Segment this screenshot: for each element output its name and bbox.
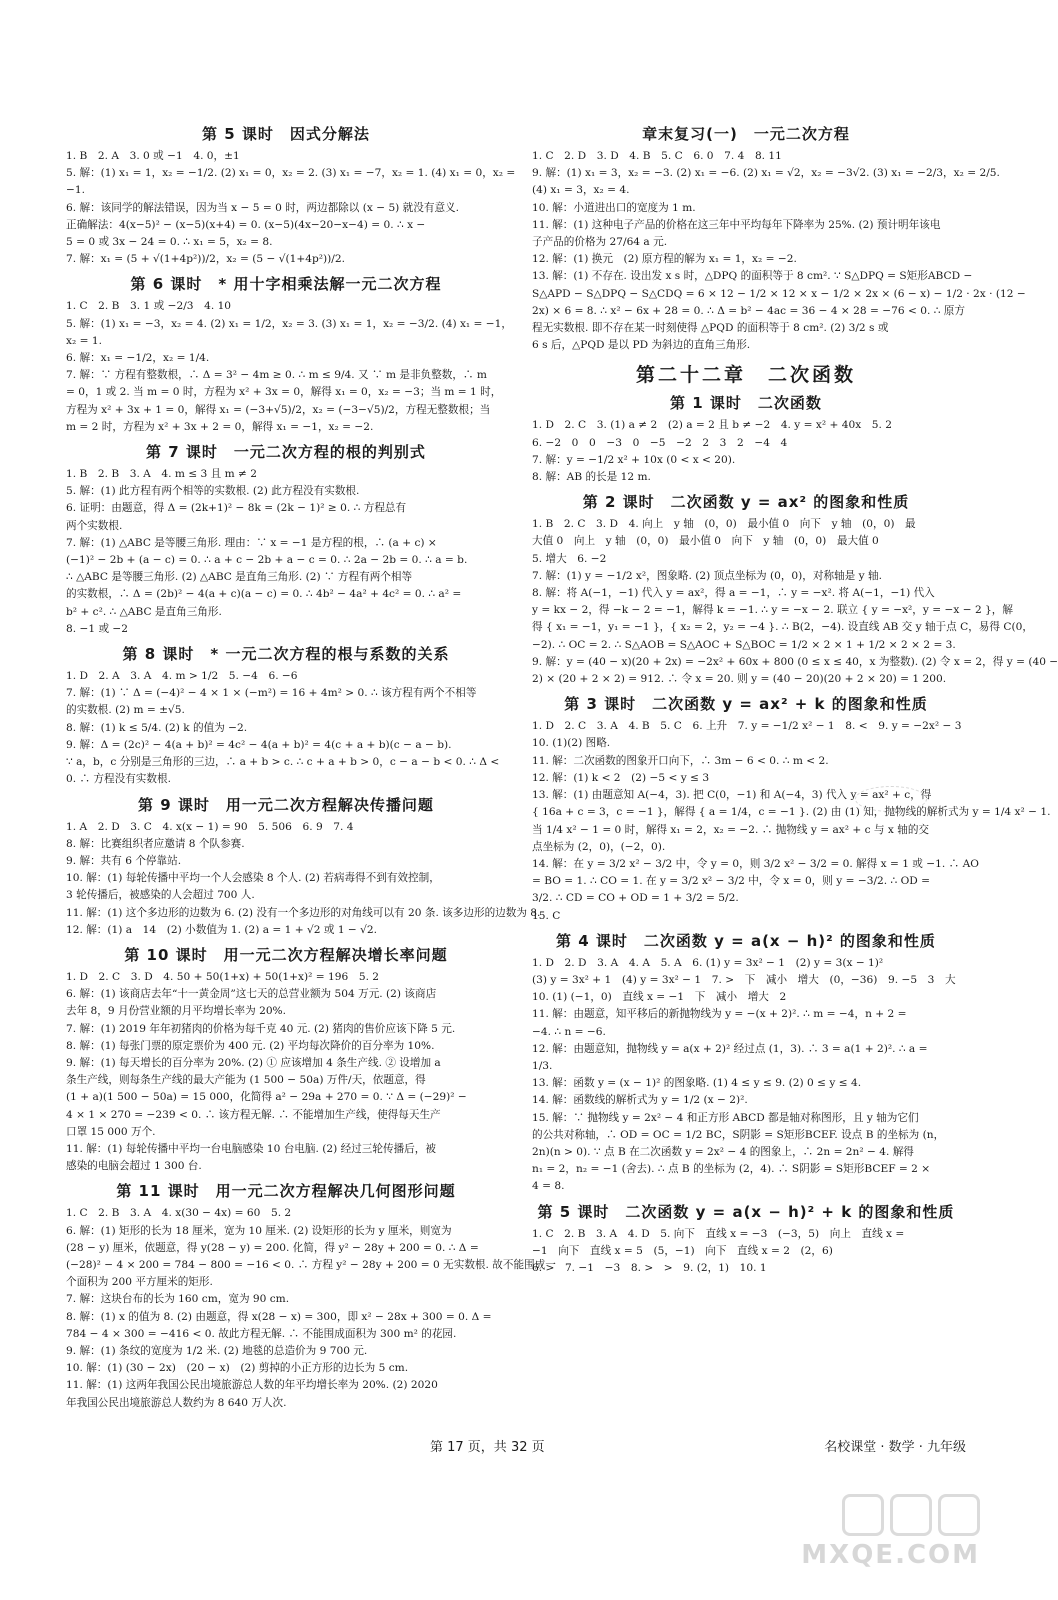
answer-line: 4 × 1 × 270 = −239 < 0. ∴ 该方程无解. ∴ 不能增加生产线，使得每天生产 bbox=[66, 1108, 441, 1121]
answer-line: = BO = 1. ∴ CO = 1. 在 y = 3/2 x² − 3/2 中，令 x = 0，则 y = −3/2. ∴ OD = bbox=[532, 875, 931, 888]
answer-line: 感染的电脑会超过 1 300 台. bbox=[66, 1160, 202, 1173]
answer-line: 6. 解：该同学的解法错误，因为当 x − 5 = 0 时，两边都除以 (x − 5) 就没有意义. bbox=[66, 201, 460, 214]
answer-line: 8. 解：(1) 每张门票的原定票价为 400 元. (2) 平均每次降价的百分率为 10%. bbox=[66, 1039, 435, 1052]
answer-line: y = kx − 2，得 −k − 2 = −1，解得 k = −1. ∴ y = −x − 2. 联立 { y = −x²，y = −x − 2 }，解 bbox=[532, 604, 1013, 617]
answer-line: 5 = 0 或 3x − 24 = 0. ∴ x₁ = 5，x₂ = 8. bbox=[66, 236, 273, 249]
answer-line: 9. 解：y = (40 − x)(20 + 2x) = −2x² + 60x + 800 (0 ≤ x ≤ 40，x 为整数). (2) 令 x = 2，得 y = (40 − bbox=[532, 655, 1058, 668]
section-title: 第 5 课时 因式分解法 bbox=[202, 125, 370, 143]
answer-line: 正确解法：4(x−5)² − (x−5)(x+4) = 0. (x−5)(4x−20−x−4) = 0. ∴ x − bbox=[66, 218, 426, 231]
answer-line: (4) x₁ = 3，x₂ = 4. bbox=[532, 184, 630, 197]
answer-line: 11. 解：由题意，知平移后的新抛物线为 y = −(x + 2)². ∴ m = −4，n + 2 = bbox=[532, 1008, 907, 1021]
section-title: 第 1 课时 二次函数 bbox=[670, 394, 822, 413]
answer-line: 6 s 后，△PQD 是以 PD 为斜边的直角三角形. bbox=[532, 339, 751, 352]
answer-line: 条生产线，则每条生产线的最大产能为 (1 500 − 50a) 万件/天，依题意，得 bbox=[66, 1074, 426, 1087]
answer-line: 1. D 2. C 3. (1) a ≠ 2 (2) a = 2 且 b ≠ −2 4. y = x² + 40x 5. 2 bbox=[532, 419, 892, 432]
answer-line: −2). ∴ OC = 2. ∴ S△AOB = S△AOC + S△BOC = 1/2 × 2 × 1 + 1/2 × 2 × 2 = 3. bbox=[532, 638, 956, 651]
answer-line: 8. −1 或 −2 bbox=[66, 622, 129, 635]
answer-line: 6. 证明：由题意，得 Δ = (2k+1)² − 8k = (2k − 1)² ≥ 0. ∴ 方程总有 bbox=[66, 502, 407, 515]
answer-line: 14. 解：函数线的解析式为 y = 1/2 (x − 2)². bbox=[532, 1094, 748, 1107]
answer-line: 6. 解：(1) 矩形的长为 18 厘米，宽为 10 厘米. (2) 设矩形的长为 y 厘米，则宽为 bbox=[66, 1224, 452, 1237]
answer-line: 5. 解：(1) x₁ = −3，x₂ = 4. (2) x₁ = 1/2，x₂ = 3. (3) x₁ = 1，x₂ = −3/2. (4) x₁ = −1， bbox=[66, 317, 512, 330]
answer-line: 9. 解：(1) 每天增长的百分率为 20%. (2) ① 应该增加 4 条生产线. ② 设增加 a bbox=[66, 1056, 441, 1069]
answer-line: 12. 解：(1) k < 2 (2) −5 < y ≤ 3 bbox=[532, 771, 710, 784]
answer-line: 1. A 2. D 3. C 4. x(x − 1) = 90 5. 506 6. 9 7. 4 bbox=[66, 820, 354, 833]
answer-line: 大值 0 向上 y 轴 (0，0) 最小值 0 向下 y 轴 (0，0) 最大值 0 bbox=[532, 535, 879, 548]
answer-line: ∴ △ABC 是等腰三角形. (2) △ABC 是直角三角形. (2) ∵ 方程有两个相等 bbox=[66, 571, 413, 584]
answer-line: 的实数根. (2) m = ±√5. bbox=[66, 704, 185, 717]
answer-line: 6. 解：x₁ = −1/2，x₂ = 1/4. bbox=[66, 352, 210, 365]
answer-line: 1. D 2. A 3. A 4. m > 1/2 5. −4 6. −6 bbox=[66, 670, 298, 683]
answer-line: 10. 解：(1) 每轮传播中平均一个人会感染 8 个人. (2) 若病毒得不到有效控制， bbox=[66, 872, 440, 885]
answer-line: 10. 解：小道进出口的宽度为 1 m. bbox=[532, 201, 696, 214]
answer-line: 12. 解：(1) 换元 (2) 原方程的解为 x₁ = 1，x₂ = −2. bbox=[532, 253, 797, 266]
answer-line: 13. 解：(1) 由题意知 A(−4，3). 把 C(0，−1) 和 A(−4，3) 代入 y = ax² + c，得 bbox=[532, 789, 932, 802]
answer-line: 1. D 2. C 3. A 4. B 5. C 6. 上升 7. y = −1/2 x² − 1 8. < 9. y = −2x² − 3 bbox=[532, 720, 962, 733]
answer-line: 1. B 2. C 3. D 4. 向上 y 轴 (0，0) 最小值 0 向下 y 轴 (0，0) 最 bbox=[532, 518, 916, 531]
answer-line: (1 + a)(1 500 − 50a) = 15 000，化简得 a² − 29a + 270 = 0. ∵ Δ = (−29)² − bbox=[66, 1091, 467, 1104]
answer-line: (−28)² − 4 × 200 = 784 − 800 = −16 < 0. ∴ 方程 y² − 28y + 200 = 0 无实数根. 故不能围成一 bbox=[66, 1258, 556, 1271]
answer-line: 0. ∴ 方程没有实数根. bbox=[66, 773, 171, 786]
section-title: 第 9 课时 用一元二次方程解决传播问题 bbox=[138, 795, 434, 814]
answer-line: 1. D 2. C 3. D 4. 50 + 50(1+x) + 50(1+x)² = 196 5. 2 bbox=[66, 970, 380, 983]
answer-line: 两个实数根. bbox=[66, 519, 123, 532]
answer-line: 1. B 2. A 3. 0 或 −1 4. 0，±1 bbox=[66, 150, 240, 162]
answer-line: 8. 解：(1) k ≤ 5/4. (2) k 的值为 −2. bbox=[66, 721, 248, 734]
answer-line: 去年 8，9 月份营业额的月平均增长率为 20%. bbox=[66, 1005, 286, 1018]
answer-line: 8. 解：(1) x 的值为 8. (2) 由题意，得 x(28 − x) = 300，即 x² − 28x + 300 = 0. Δ = bbox=[66, 1310, 492, 1323]
answer-line: 7. 解：这块台布的长为 160 cm，宽为 90 cm. bbox=[66, 1293, 290, 1306]
answer-line: 子产品的价格为 27/64 a 元. bbox=[532, 236, 668, 249]
stamp-mark bbox=[855, 786, 927, 812]
answer-line: 13. 解：函数 y = (x − 1)² 的图象略. (1) 4 ≤ y ≤ 9. (2) 0 ≤ y ≤ 4. bbox=[532, 1077, 862, 1090]
answer-line: 1. C 2. B 3. 1 或 −2/3 4. 10 bbox=[66, 300, 232, 313]
answer-line: n₁ = 2，n₂ = −1 (舍去). ∴ 点 B 的坐标为 (2，4). ∴ S阴影 = S矩形BCEF = 2 × bbox=[532, 1163, 931, 1176]
answer-line: 3/2. ∴ CD = CO + OD = 1 + 3/2 = 5/2. bbox=[532, 892, 739, 905]
answer-line: 程无实数根. 即不存在某一时刻使得 △PQD 的面积等于 8 cm². (2) 3/2 s 或 bbox=[532, 322, 889, 335]
answer-line: 12. 解：由题意知，抛物线 y = a(x + 2)² 经过点 (1，3). ∴ 3 = a(1 + 2)². ∴ a = bbox=[532, 1042, 928, 1055]
answer-line: 15. C bbox=[532, 909, 561, 922]
answer-line: 2) × (20 + 2 × 2) = 912. ∴ 令 x = 20. 则 y = (40 − 20)(20 + 2 × 20) = 1 200. bbox=[532, 673, 947, 686]
section-title: 第 10 课时 用一元二次方程解决增长率问题 bbox=[124, 945, 448, 964]
answer-line: −1 向下 直线 x = 5 (5，−1) 向下 直线 x = 2 (2，6) bbox=[532, 1244, 833, 1257]
answer-line: m = 2 时，方程为 x² + 3x + 2 = 0，解得 x₁ = −1，x₂ = −2. bbox=[66, 420, 374, 433]
answer-line: 9. 解：共有 6 个停靠站. bbox=[66, 854, 182, 867]
answer-line: (3) y = 3x² + 1 (4) y = 3x² − 1 7. > 下 减小 增大 (0，−36) 9. −5 3 大 bbox=[532, 973, 956, 986]
right-column bbox=[532, 118, 1058, 1277]
answer-line: = 0，1 或 2. 当 m = 0 时，方程为 x² + 3x = 0，解得 x₁ = 0，x₂ = −3；当 m = 1 时， bbox=[66, 386, 502, 399]
section-title: 第 3 课时 二次函数 y = ax² + k 的图象和性质 bbox=[564, 695, 928, 714]
answer-line: 个面积为 200 平方厘米的矩形. bbox=[66, 1276, 213, 1289]
answer-line: { 16a + c = 3，c = −1 }，解得 { a = 1/4，c = −1 }. (2) 由 (1) 知，抛物线的解析式为 y = 1/4 x² − 1. bbox=[532, 806, 1051, 819]
answer-line: 8. 解：比赛组织者应邀请 8 个队参赛. bbox=[66, 837, 245, 850]
answer-line: 得 { x₁ = −1，y₁ = −1 }，{ x₂ = 2，y₂ = −4 }. ∴ B(2，−4). 设直线 AB 交 y 轴于点 C，易得 C(0， bbox=[532, 621, 1033, 634]
answer-line: 7. 解：(1) △ABC 是等腰三角形. 理由：∵ x = −1 是方程的根，∴ (a + c) × bbox=[66, 536, 437, 549]
answer-line: 9. 解：(1) x₁ = 3，x₂ = −3. (2) x₁ = −6. (2) x₁ = √2，x₂ = −3√2. (3) x₁ = −2/3，x₂ = 2/5. bbox=[532, 167, 1000, 180]
answer-line: 9. 解：(1) 条纹的宽度为 1/2 米. (2) 地毯的总造价为 9 700 元. bbox=[66, 1344, 368, 1357]
answer-line: 1. D 2. D 3. A 4. A 5. A 6. (1) y = 3x² − 1 (2) y = 3(x − 1)² bbox=[532, 956, 884, 969]
answer-line: 9. 解：Δ = (2c)² − 4(a + b)² = 4c² − 4(a + b)² = 4(c + a + b)(c − a − b). bbox=[66, 738, 452, 751]
answer-line: 13. 解：(1) 不存在. 设出发 x s 时，△DPQ 的面积等于 8 cm². ∵ S△DPQ = S矩形ABCD − bbox=[532, 270, 973, 283]
answer-line: 10. 解：(1) (30 − 2x) (20 − x) (2) 剪掉的小正方形的边长为 5 cm. bbox=[66, 1362, 409, 1375]
answer-line: 7. 解：∵ 方程有整数根，∴ Δ = 3² − 4m ≥ 0. ∴ m ≤ 9/4. 又 ∵ m 是非负整数，∴ m bbox=[66, 369, 487, 382]
answer-line: 8. 解：将 A(−1，−1) 代入 y = ax²，得 a = −1，∴ y = −x². 将 A(−1，−1) 代入 bbox=[532, 587, 935, 600]
answer-line: 7. 解：x₁ = (5 + √(1+4p²))/2，x₂ = (5 − √(1+4p²))/2. bbox=[66, 253, 345, 266]
answer-line: 当 1/4 x² − 1 = 0 时，解得 x₁ = 2，x₂ = −2. ∴ 抛物线 y = ax² + c 与 x 轴的交 bbox=[532, 823, 930, 836]
answer-line: 1. C 2. B 3. A 4. D 5. 向下 直线 x = −3 (−3，5) 向上 直线 x = bbox=[532, 1227, 905, 1240]
answer-line: 方程为 x² + 3x + 1 = 0，解得 x₁ = (−3+√5)/2，x₂ = (−3−√5)/2，方程无整数根；当 bbox=[66, 403, 491, 416]
answer-line: 11. 解：二次函数的图象开口向下，∴ 3m − 6 < 0. ∴ m < 2. bbox=[532, 754, 829, 767]
section-title: 第 2 课时 二次函数 y = ax² 的图象和性质 bbox=[582, 493, 910, 512]
answer-line: 口罩 15 000 万个. bbox=[66, 1125, 156, 1138]
answer-line: 点坐标为 (2，0)，(−2，0). bbox=[532, 840, 666, 853]
watermark-text: MXQE.COM bbox=[801, 1540, 980, 1570]
section-title: 第 6 课时 * 用十字相乘法解一元二次方程 bbox=[130, 275, 442, 294]
answer-line: 4 = 8. bbox=[532, 1180, 565, 1193]
section-title: 第 11 课时 用一元二次方程解决几何图形问题 bbox=[116, 1182, 456, 1201]
book-info: 名校课堂 · 数学 · 九年级 bbox=[824, 1440, 966, 1455]
answer-line: (−1)² − 2b + (a − c) = 0. ∴ a + c − 2b + a − c = 0. ∴ 2a − 2b = 0. ∴ a = b. bbox=[66, 554, 468, 567]
answer-line: 2n)(n > 0). ∵ 点 B 在二次函数 y = 2x² − 4 的图象上，∴ 2n = 2n² − 4. 解得 bbox=[532, 1145, 914, 1158]
section-title: 第 5 课时 二次函数 y = a(x − h)² + k 的图象和性质 bbox=[537, 1202, 955, 1221]
watermark-logo bbox=[800, 1494, 980, 1594]
answer-line: 5. 增大 6. −2 bbox=[532, 552, 607, 565]
answer-line: 11. 解：(1) 这个多边形的边数为 6. (2) 没有一个多边形的对角线可以有 20 条. 该多边形的边数为 8. bbox=[66, 906, 541, 919]
answer-line: 12. 解：(1) a 14 (2) 小数值为 1. (2) a = 1 + √2 或 1 − √2. bbox=[66, 923, 378, 936]
answer-line: x₂ = 1. bbox=[66, 334, 102, 347]
answer-line: 11. 解：(1) 这种电子产品的价格在这三年中平均每年下降率为 25%. (2) 预计明年该电 bbox=[532, 218, 941, 231]
answer-line: 11. 解：(1) 每轮传播中平均一台电脑感染 10 台电脑. (2) 经过三轮传播后，被 bbox=[66, 1142, 436, 1155]
answer-line: 5. 解：(1) 此方程有两个相等的实数根. (2) 此方程没有实数根. bbox=[66, 485, 360, 498]
section-title: 第二十二章 二次函数 bbox=[635, 364, 856, 387]
section-title: 第 8 课时 * 一元二次方程的根与系数的关系 bbox=[122, 645, 450, 664]
answer-line: S△APD − S△DPQ − S△CDQ = 6 × 12 − 1/2 × 12 × x − 1/2 × 2x × (6 − x) − 1/2 · 2x · (12 − bbox=[532, 287, 1026, 300]
section-title: 第 7 课时 一元二次方程的根的判别式 bbox=[146, 443, 426, 462]
answer-line: 8. 解：AB 的长是 12 m. bbox=[532, 471, 651, 484]
answer-line: 的实数根，∴ Δ = (2b)² − 4(a + c)(a − c) = 0. ∴ 4b² − 4a² + 4c² = 0. ∴ a² = bbox=[66, 588, 462, 601]
answer-line: 年我国公民出境旅游总人数约为 8 640 万人次. bbox=[66, 1396, 287, 1409]
answer-line: 3 轮传播后，被感染的人会超过 700 人. bbox=[66, 889, 255, 902]
answer-line: 10. (1) (−1，0) 直线 x = −1 下 减小 增大 2 bbox=[532, 991, 787, 1004]
answer-line: 1/3. bbox=[532, 1059, 553, 1072]
answer-line: b² + c². ∴ △ABC 是直角三角形. bbox=[66, 605, 222, 618]
answer-line: ∵ a，b，c 分别是三角形的三边，∴ a + b > c. ∴ c + a + b > 0，c − a − b < 0. ∴ Δ < bbox=[66, 756, 500, 769]
answer-line: 784 − 4 × 300 = −416 < 0. 故此方程无解. ∴ 不能围成面积为 300 m² 的花园. bbox=[66, 1327, 457, 1340]
answer-line: 7. 解：(1) y = −1/2 x²，图象略. (2) 顶点坐标为 (0，0)，对称轴是 y 轴. bbox=[532, 569, 882, 582]
answer-line: 6. −2 0 0 −3 0 −5 −2 2 3 2 −4 4 bbox=[532, 436, 788, 449]
answer-line: 6. > 7. −1 −3 8. > > 9. (2，1) 10. 1 bbox=[532, 1261, 767, 1274]
answer-line: −1. bbox=[66, 184, 85, 197]
answer-line: 10. (1)(2) 图略. bbox=[532, 737, 611, 750]
answer-line: 5. 解：(1) x₁ = 1，x₂ = −1/2. (2) x₁ = 0，x₂ = 2. (3) x₁ = −7，x₂ = 1. (4) x₁ = 0，x₂ = bbox=[66, 167, 516, 180]
answer-line: 7. 解：(1) ∵ Δ = (−4)² − 4 × 1 × (−m²) = 16 + 4m² > 0. ∴ 该方程有两个不相等 bbox=[66, 687, 477, 700]
answer-line: 11. 解：(1) 这两年我国公民出境旅游总人数的年平均增长率为 20%. (2) 2020 bbox=[66, 1379, 438, 1392]
page-number: 第 17 页，共 32 页 bbox=[430, 1440, 545, 1455]
answer-line: (28 − y) 厘米，依题意，得 y(28 − y) = 200. 化简，得 y² − 28y + 200 = 0. ∴ Δ = bbox=[66, 1241, 479, 1254]
answer-line: 1. B 2. B 3. A 4. m ≤ 3 且 m ≠ 2 bbox=[66, 468, 258, 481]
section-title: 第 4 课时 二次函数 y = a(x − h)² 的图象和性质 bbox=[556, 931, 936, 950]
answer-line: 1. C 2. D 3. D 4. B 5. C 6. 0 7. 4 8. 11 bbox=[532, 150, 782, 162]
answer-line: 的公共对称轴，∴ OD = OC = 1/2 BC，S阴影 = S矩形BCEF. 设点 B 的坐标为 (n， bbox=[532, 1128, 945, 1141]
watermark-icon bbox=[800, 1494, 980, 1536]
answer-line: 6. 解：(1) 该商店去年“十一黄金周”这七天的总营业额为 504 万元. (2) 该商店 bbox=[66, 988, 437, 1001]
answer-line: 7. 解：y = −1/2 x² + 10x (0 < x < 20). bbox=[532, 453, 736, 466]
page-footer bbox=[0, 1432, 1000, 1456]
answer-line: 2x) × 6 = 8. ∴ x² − 6x + 28 = 0. ∴ Δ = b² − 4ac = 36 − 4 × 28 = −76 < 0. ∴ 原方 bbox=[532, 304, 965, 317]
answer-line: 7. 解：(1) 2019 年年初猪肉的价格为每千克 40 元. (2) 猪肉的售价应该下降 5 元. bbox=[66, 1022, 456, 1035]
answer-line: −4. ∴ n = −6. bbox=[532, 1025, 606, 1038]
section-title: 章末复习(一) 一元二次方程 bbox=[642, 125, 850, 143]
answer-line: 1. C 2. B 3. A 4. x(30 − 4x) = 60 5. 2 bbox=[66, 1207, 292, 1220]
answer-line: 14. 解：在 y = 3/2 x² − 3/2 中，令 y = 0，则 3/2 x² − 3/2 = 0. 解得 x = 1 或 −1. ∴ AO bbox=[532, 857, 979, 870]
answer-line: 15. 解：∵ 抛物线 y = 2x² − 4 和正方形 ABCD 都是轴对称图形，且 y 轴为它们 bbox=[532, 1111, 919, 1124]
